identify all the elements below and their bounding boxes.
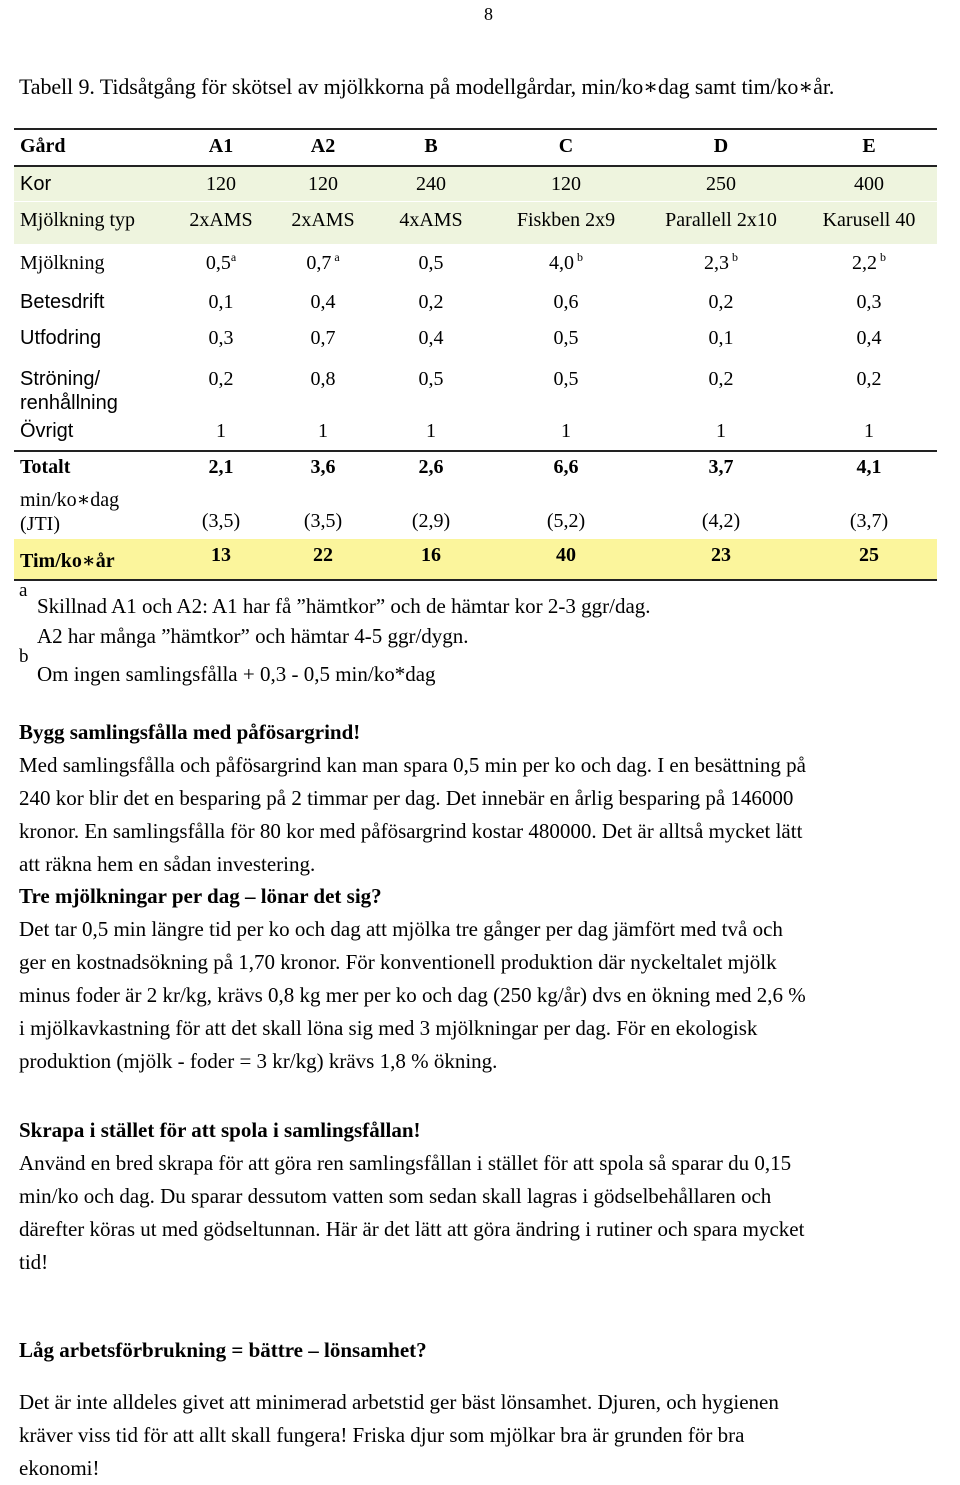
table-row <box>14 284 937 320</box>
cell: (3,5) <box>201 510 241 532</box>
text-line: tid! <box>19 1250 49 1274</box>
page-number: 8 <box>484 4 493 24</box>
table-row <box>14 415 937 449</box>
text-line: ger en kostnadsökning på 1,70 kronor. För konventionell produktion där nyckeltalet mjölk <box>19 950 777 974</box>
footnote-a-line1: Skillnad A1 och A2: A1 har få ”hämtkor” och de hämtar kor 2-3 ggr/dag. <box>37 594 651 618</box>
text-line: i mjölkavkastning för att det skall löna sig med 3 mjölkningar per dag. För en ekologisk <box>19 1016 758 1040</box>
cell: 4,0 $^b$ <box>549 250 583 274</box>
header-b: B <box>424 135 438 157</box>
cell: 120 <box>308 173 338 195</box>
header-a2: A2 <box>310 135 336 157</box>
row-label: Mjölkning typ <box>20 209 136 231</box>
section-body <box>19 913 959 1078</box>
text-line: kronor. En samlingsfålla för 80 kor med påfösargrind kostar 480000. Det är alltså mycket lätt <box>19 819 803 843</box>
cell: Karusell 40 <box>822 209 916 231</box>
cell: 0,5 <box>418 368 444 390</box>
row-label: Kor <box>20 173 52 195</box>
cell: 0,4 <box>856 327 882 349</box>
cell: 4,1 <box>856 456 882 478</box>
row-label: Mjölkning <box>20 252 105 274</box>
cell: 1 <box>426 420 436 442</box>
cell: 400 <box>854 173 884 195</box>
cell: 0,3 <box>208 327 234 349</box>
cell: 1 <box>561 420 571 442</box>
cell: (2,9) <box>411 510 451 532</box>
cell: 3,6 <box>310 456 336 478</box>
table-row <box>14 321 937 357</box>
section-body <box>19 1147 959 1279</box>
cell: 0,7 <box>310 327 336 349</box>
section-heading: Bygg samlingsfålla med påfösargrind! <box>19 720 361 744</box>
text-line: Använd en bred skrapa för att göra ren samlingsfållan i stället för att spola så sparar du 0,15 <box>19 1151 792 1175</box>
section-heading: Skrapa i stället för att spola i samlingsfållan! <box>19 1118 421 1142</box>
cell: 1 <box>216 420 226 442</box>
row-label-cont: renhållning <box>20 392 118 414</box>
cell: 22 <box>313 544 333 566</box>
cell: 120 <box>551 173 581 195</box>
cell: 2xAMS <box>189 209 253 231</box>
cell: 1 <box>864 420 874 442</box>
cell: 0,5$^a$ <box>205 250 237 274</box>
cell: 0,4 <box>418 327 444 349</box>
cell: 0,4 <box>310 291 336 313</box>
cell: 0,1 <box>208 291 234 313</box>
cell: Parallell 2x10 <box>665 209 777 231</box>
cell: 3,7 <box>708 456 734 478</box>
cell: 16 <box>421 544 441 566</box>
cell: 250 <box>706 173 736 195</box>
row-label-source: (JTI) <box>20 513 60 535</box>
row-label: Övrigt <box>20 420 74 442</box>
row-label-unit: min/ko∗dag <box>20 489 120 511</box>
text-line: produktion (mjölk - foder = 3 kr/kg) krävs 1,8 % ökning. <box>19 1049 498 1073</box>
section-body <box>19 1386 959 1485</box>
text-line: att räkna hem en sådan investering. <box>19 852 316 876</box>
cell: 0,7 $^a$ <box>306 250 340 274</box>
text-line: ekonomi! <box>19 1456 100 1480</box>
text-line: min/ko och dag. Du sparar dessutom vatten som sedan skall lagras i gödselbehållaren och <box>19 1184 772 1208</box>
cell: 1 <box>318 420 328 442</box>
cell: (5,2) <box>546 510 586 532</box>
table-yearly-row <box>14 539 937 579</box>
text-line: Det tar 0,5 min längre tid per ko och dag att mjölka tre gånger per dag jämfört med två och <box>19 917 783 941</box>
cell: 0,2 <box>418 291 444 313</box>
footnote-a-mark: a <box>19 580 28 601</box>
section-heading: Tre mjölkningar per dag – lönar det sig? <box>19 884 382 908</box>
cell: 0,2 <box>708 368 734 390</box>
row-label: Betesdrift <box>20 291 105 313</box>
row-label: Tim/ko∗år <box>20 550 115 572</box>
cell: 120 <box>206 173 236 195</box>
cell: 0,6 <box>553 291 579 313</box>
table-row <box>14 245 937 283</box>
table-header-row <box>14 130 937 165</box>
cell: 40 <box>556 544 576 566</box>
cell: 6,6 <box>553 456 579 478</box>
row-label: Utfodring <box>20 327 102 349</box>
table-caption: Tabell 9. Tidsåtgång för skötsel av mjölkkorna på modellgårdar, min/ko∗dag samt tim/ko∗år. <box>19 74 835 99</box>
section-heading: Låg arbetsförbrukning = bättre – lönsamhet? <box>19 1338 427 1362</box>
cell: 0,5 <box>553 327 579 349</box>
cell: 0,2 <box>208 368 234 390</box>
cell: 0,2 <box>708 291 734 313</box>
header-c: C <box>558 135 574 157</box>
table-total-row <box>14 452 937 538</box>
footnote-b-mark: b <box>19 646 29 667</box>
text-line: Med samlingsfålla och påfösargrind kan man spara 0,5 min per ko och dag. I en besättning på <box>19 753 806 777</box>
row-label: Ströning/ <box>20 368 101 390</box>
text-line: 240 kor blir det en besparing på 2 timmar per dag. Det innebär en årlig besparing på 146000 <box>19 786 794 810</box>
cell: 13 <box>211 544 231 566</box>
cell: 2,3 $^b$ <box>704 250 738 274</box>
header-d: D <box>713 135 729 157</box>
section-body <box>19 749 959 881</box>
cell: 2,1 <box>208 456 234 478</box>
cell: 0,1 <box>708 327 734 349</box>
header-a1: A1 <box>208 135 234 157</box>
cell: (3,7) <box>849 510 889 532</box>
text-line: kräver viss tid för att allt skall fungera! Friska djur som mjölkar bra är grunden för bra <box>19 1423 745 1447</box>
cell: 2xAMS <box>291 209 355 231</box>
time-table <box>14 128 937 583</box>
cell: 0,5 <box>553 368 579 390</box>
cell: (3,5) <box>303 510 343 532</box>
cell: 0,2 <box>856 368 882 390</box>
cell: 0,8 <box>310 368 336 390</box>
cell: Fiskben 2x9 <box>516 209 616 231</box>
text-line: minus foder är 2 kr/kg, krävs 0,8 kg mer per ko och dag (250 kg/år) dvs en ökning med 2,6 % <box>19 983 806 1007</box>
header-e: E <box>862 135 876 157</box>
footnote-a-line2: A2 har många ”hämtkor” och hämtar 4-5 ggr/dygn. <box>37 624 469 648</box>
cell: (4,2) <box>701 510 741 532</box>
cell: 1 <box>716 420 726 442</box>
cell: 240 <box>416 173 446 195</box>
text-line: därefter köras ut med gödseltunnan. Här är det lätt att göra ändring i rutiner och spara mycket <box>19 1217 805 1241</box>
table-row <box>14 202 937 244</box>
cell: 2,6 <box>418 456 444 478</box>
table-row <box>14 358 937 414</box>
table-row <box>14 167 937 201</box>
row-label: Totalt <box>20 456 71 478</box>
text-line: Det är inte alldeles givet att minimerad arbetstid ger bäst lönsamhet. Djuren, och hygienen <box>19 1390 779 1414</box>
cell: 4xAMS <box>399 209 463 231</box>
cell: 0,5 <box>418 252 444 274</box>
header-gard: Gård <box>20 135 66 157</box>
footnote-b-line1: Om ingen samlingsfålla + 0,3 - 0,5 min/ko*dag <box>37 662 436 686</box>
cell: 2,2 $^b$ <box>852 250 886 274</box>
cell: 23 <box>711 544 731 566</box>
cell: 25 <box>859 544 879 566</box>
cell: 0,3 <box>856 291 882 313</box>
